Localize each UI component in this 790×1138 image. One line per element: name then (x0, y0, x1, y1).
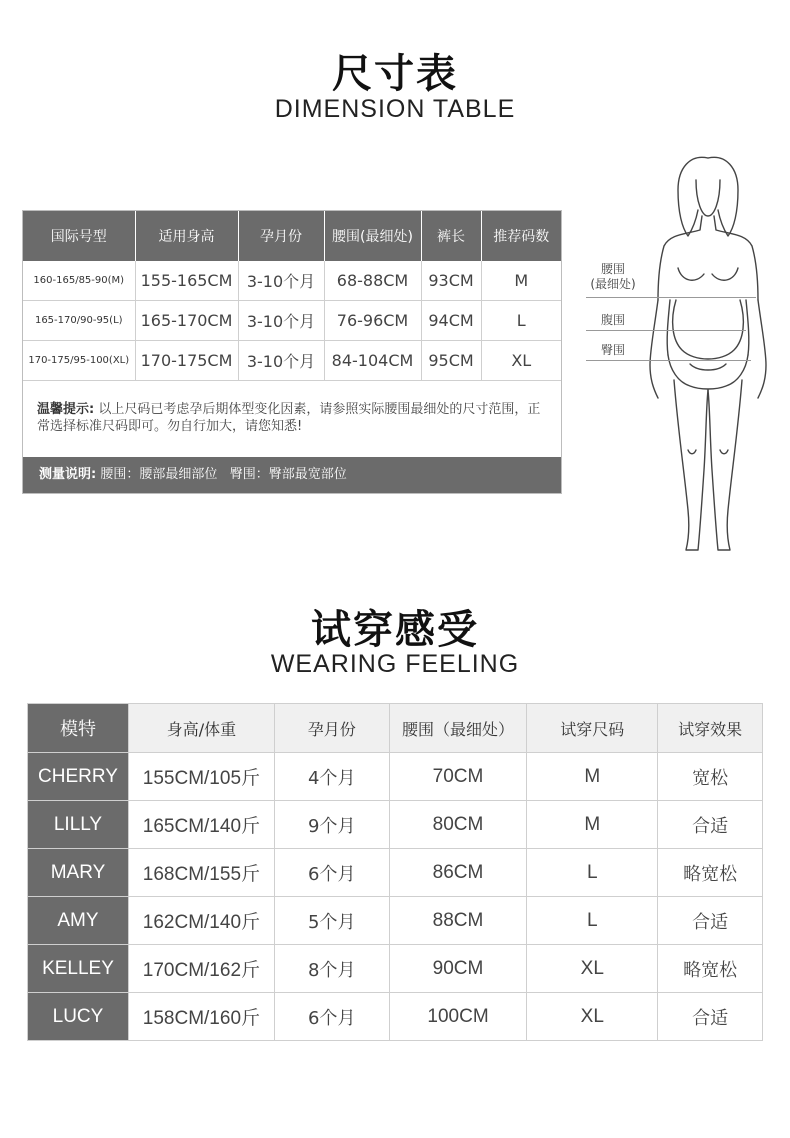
table-cell: 4个月 (274, 753, 389, 801)
table-cell: 略宽松 (658, 849, 763, 897)
table-cell: 95CM (421, 341, 481, 381)
size-table-header (23, 211, 561, 261)
header-cell: 试穿效果 (658, 704, 763, 753)
table-cell: 3-10个月 (238, 261, 324, 301)
hip-label: 臀围 (600, 343, 625, 357)
table-row (28, 945, 763, 993)
model-name: KELLEY (28, 945, 129, 993)
header-cell: 孕月份 (274, 704, 389, 753)
table-cell: 165CM/140斤 (128, 801, 274, 849)
model-name: LUCY (28, 993, 129, 1041)
table-cell: 165-170/90-95(L) (23, 301, 135, 341)
header-cell: 推荐码数 (481, 211, 561, 261)
wearing-title-cn: 试穿感受 (311, 607, 479, 653)
dimension-title-en: DIMENSION TABLE (274, 95, 516, 123)
table-row (28, 801, 763, 849)
dimension-title-cn: 尺寸表 (332, 51, 458, 97)
header-cell: 裤长 (421, 211, 481, 261)
table-cell: 168CM/155斤 (128, 849, 274, 897)
tips-text: 以上尺码已考虑孕后期体型变化因素，请参照实际腰围最细处的尺寸范围，正常选择标准尺码即可。勿自行加大，请您知悉! (37, 402, 541, 434)
header-cell: 适用身高 (135, 211, 238, 261)
table-cell: 合适 (658, 993, 763, 1041)
waist-line (586, 297, 756, 298)
size-chart (22, 210, 562, 494)
table-cell: 86CM (389, 849, 527, 897)
table-cell: M (481, 261, 561, 301)
table-cell: 94CM (421, 301, 481, 341)
table-cell: 155-165CM (135, 261, 238, 301)
table-cell: 6个月 (274, 849, 389, 897)
wearing-table (27, 703, 763, 1041)
table-cell: 88CM (389, 897, 527, 945)
table-cell: 略宽松 (658, 945, 763, 993)
table-cell: M (527, 753, 658, 801)
table-cell: 93CM (421, 261, 481, 301)
table-cell: 100CM (389, 993, 527, 1041)
table-cell: L (481, 301, 561, 341)
table-row (28, 753, 763, 801)
wearing-table-header (28, 704, 763, 753)
table-cell: 68-88CM (324, 261, 421, 301)
measure-text: 腰围：腰部最细部位 臀围：臀部最宽部位 (100, 467, 347, 482)
table-cell: 155CM/105斤 (128, 753, 274, 801)
measurement-note (23, 457, 561, 493)
table-cell: 90CM (389, 945, 527, 993)
table-cell: 5个月 (274, 897, 389, 945)
table-cell: 160-165/85-90(M) (23, 261, 135, 301)
table-cell: 165-170CM (135, 301, 238, 341)
model-name: CHERRY (28, 753, 129, 801)
table-cell: XL (527, 945, 658, 993)
table-cell: 76-96CM (324, 301, 421, 341)
model-name: MARY (28, 849, 129, 897)
table-cell: 162CM/140斤 (128, 897, 274, 945)
header-cell: 腰围(最细处) (324, 211, 421, 261)
header-cell: 国际号型 (23, 211, 135, 261)
table-cell: XL (481, 341, 561, 381)
table-cell: M (527, 801, 658, 849)
table-cell: 80CM (389, 801, 527, 849)
table-row (28, 849, 763, 897)
table-cell: 84-104CM (324, 341, 421, 381)
table-cell: 宽松 (658, 753, 763, 801)
table-row (28, 897, 763, 945)
table-row (28, 993, 763, 1041)
header-cell: 腰围（最细处） (389, 704, 527, 753)
table-cell: 6个月 (274, 993, 389, 1041)
table-cell: XL (527, 993, 658, 1041)
table-cell: 170-175CM (135, 341, 238, 381)
measure-label: 测量说明: (39, 467, 97, 482)
header-cell: 孕月份 (238, 211, 324, 261)
header-cell: 模特 (28, 704, 129, 753)
table-cell: 170-175/95-100(XL) (23, 341, 135, 381)
table-cell: 3-10个月 (238, 341, 324, 381)
hip-line (586, 360, 751, 361)
table-cell: L (527, 849, 658, 897)
table-cell: 170CM/162斤 (128, 945, 274, 993)
body-figure (578, 150, 778, 560)
header-cell: 身高/体重 (128, 704, 274, 753)
model-name: AMY (28, 897, 129, 945)
table-cell: 9个月 (274, 801, 389, 849)
tips-note (37, 401, 553, 435)
model-name: LILLY (28, 801, 129, 849)
table-row (23, 301, 561, 341)
table-row (23, 261, 561, 301)
belly-line (586, 330, 746, 331)
table-cell: 8个月 (274, 945, 389, 993)
size-table (23, 211, 561, 381)
table-cell: 3-10个月 (238, 301, 324, 341)
table-row (23, 341, 561, 381)
belly-label: 腹围 (600, 313, 625, 327)
table-cell: 158CM/160斤 (128, 993, 274, 1041)
table-cell: 70CM (389, 753, 527, 801)
header-cell: 试穿尺码 (527, 704, 658, 753)
waist-label: 腰围 (最细处) (590, 262, 636, 291)
table-cell: 合适 (658, 801, 763, 849)
tips-label: 温馨提示: (37, 402, 95, 417)
table-cell: L (527, 897, 658, 945)
wearing-title-en: WEARING FEELING (270, 650, 520, 678)
table-cell: 合适 (658, 897, 763, 945)
